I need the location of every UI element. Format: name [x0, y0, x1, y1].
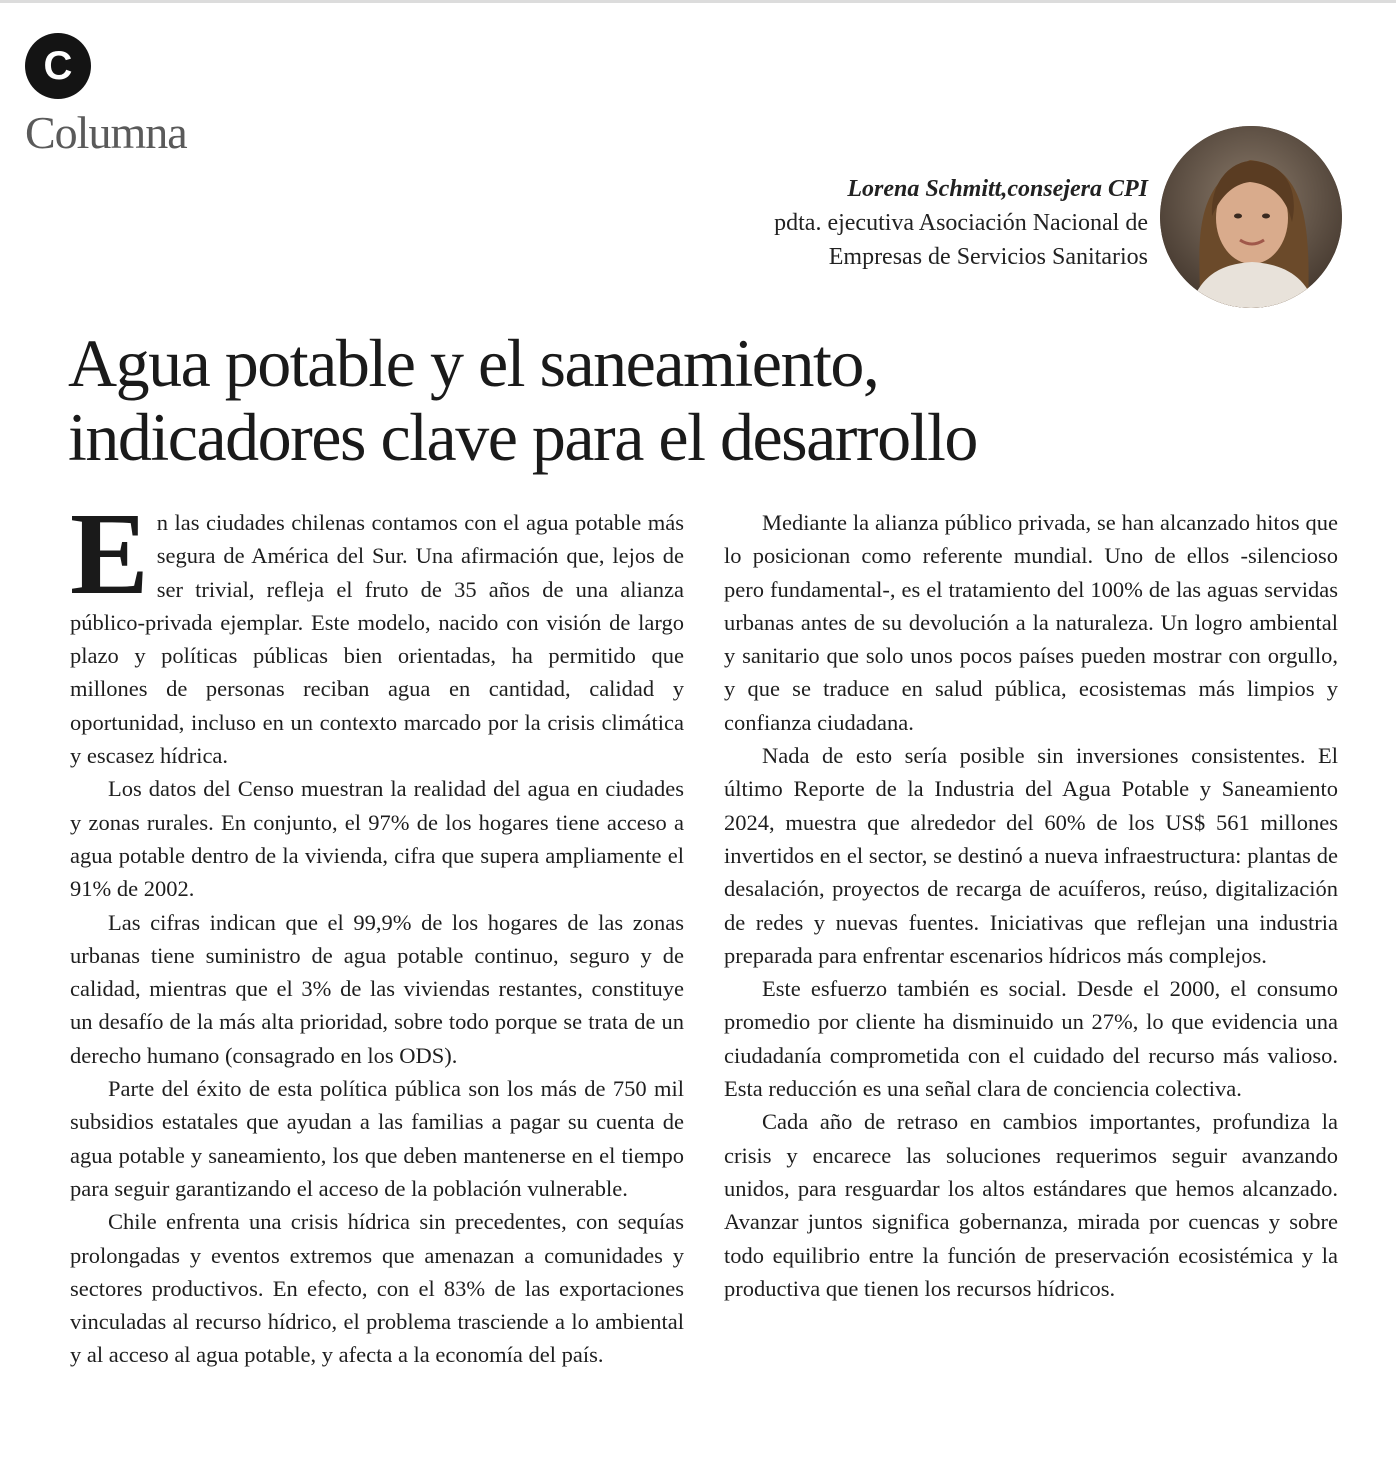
paragraph: Este esfuerzo también es social. Desde el 2000, el consumo promedio por cliente ha disminuido un 27%, lo que evidencia una ciudadanía comprometida con el cuidado del recurso más valioso. Esta reducción es una señal clara de conciencia colectiva. [724, 976, 1338, 1102]
author-role-line-1: pdta. ejecutiva Asociación Nacional de [774, 210, 1148, 236]
article-column-right [724, 506, 1338, 1305]
paragraph: Cada año de retraso en cambios importantes, profundiza la crisis y encarece las soluciones requerimos seguir avanzando unidos, para resguardar los altos estándares que hemos alcanzado. Avanzar juntos significa gobernanza, mirada por cuencas y sobre todo equilibrio entre la función de preservación ecosistémica y la productiva que tienen los recursos hídricos. [724, 1109, 1338, 1301]
author-name: Lorena Schmitt,consejera CPI [847, 176, 1148, 202]
top-rule [0, 0, 1396, 3]
section-label: Columna [25, 107, 187, 158]
paragraph-text: n las ciudades chilenas contamos con el agua potable más segura de América del Sur. Una afirmación que, lejos de ser trivial, refleja el fruto de 35 años de una alianza público-privada ejemplar. Este modelo, nacido con visión de largo plazo y políticas públicas bien orientadas, ha permitido que millones de personas reciban agua en cantidad, calidad y oportunidad, incluso en un contexto marcado por la crisis climática y escasez hídrica. [70, 510, 684, 769]
headline-line-1: Agua potable y el saneamiento, [68, 325, 879, 401]
author-role-line-2: Empresas de Servicios Sanitarios [828, 244, 1148, 270]
paragraph: Mediante la alianza público privada, se han alcanzado hitos que lo posicionan como referente mundial. Uno de ellos -silencioso pero fundamental-, es el tratamiento del 100% de las aguas servidas urbanas antes de su devolución a la naturaleza. Un logro ambiental y sanitario que solo unos pocos países pueden mostrar con orgullo, y que se traduce en salud pública, ecosistemas más limpios y confianza ciudadana. [724, 510, 1338, 735]
headline [68, 326, 1268, 474]
paragraph: Parte del éxito de esta política pública son los más de 750 mil subsidios estatales que ayudan a las familias a pagar su cuenta de agua potable y saneamiento, los que deben mantenerse en el tiempo para seguir garantizando el acceso de la población vulnerable. [70, 1076, 684, 1201]
paragraph: Nada de esto sería posible sin inversiones consistentes. El último Reporte de la Industria del Agua Potable y Saneamiento 2024, muestra que alrededor del 60% de los US$ 561 millones invertidos en el sector, se destinó a nueva infraestructura: plantas de desalación, proyectos de recarga de acuíferos, reúso, digitalización de redes y nuevas fuentes. Iniciativas que reflejan una industria preparada para enfrentar escenarios hídricos más complejos. [724, 743, 1338, 968]
author-byline [548, 172, 1148, 274]
drop-cap: E [70, 488, 149, 619]
section-logo-icon: C [25, 33, 91, 99]
article-column-left [70, 488, 684, 1372]
paragraph: Los datos del Censo muestran la realidad del agua en ciudades y zonas rurales. En conjunto, el 97% de los hogares tiene acceso a agua potable dentro de la vivienda, cifra que supera ampliamente el 91% de 2002. [70, 776, 684, 902]
paragraph [70, 488, 684, 772]
headline-line-2: indicadores clave para el desarrollo [68, 399, 977, 475]
paragraph: Chile enfrenta una crisis hídrica sin precedentes, con sequías prolongadas y eventos extremos que amenazan a comunidades y sectores productivos. En efecto, con el 83% de las exportaciones vinculadas al recurso hídrico, el problema trasciende a lo ambiental y al acceso al agua potable, y afecta a la economía del país. [70, 1209, 684, 1368]
paragraph: Las cifras indican que el 99,9% de los hogares de las zonas urbanas tiene suministro de agua potable continuo, seguro y de calidad, mientras que el 3% de las viviendas restantes, constituye un desafío de la más alta prioridad, sobre todo porque se trata de un derecho humano (consagrado en los ODS). [70, 909, 684, 1068]
author-photo [1160, 126, 1342, 308]
